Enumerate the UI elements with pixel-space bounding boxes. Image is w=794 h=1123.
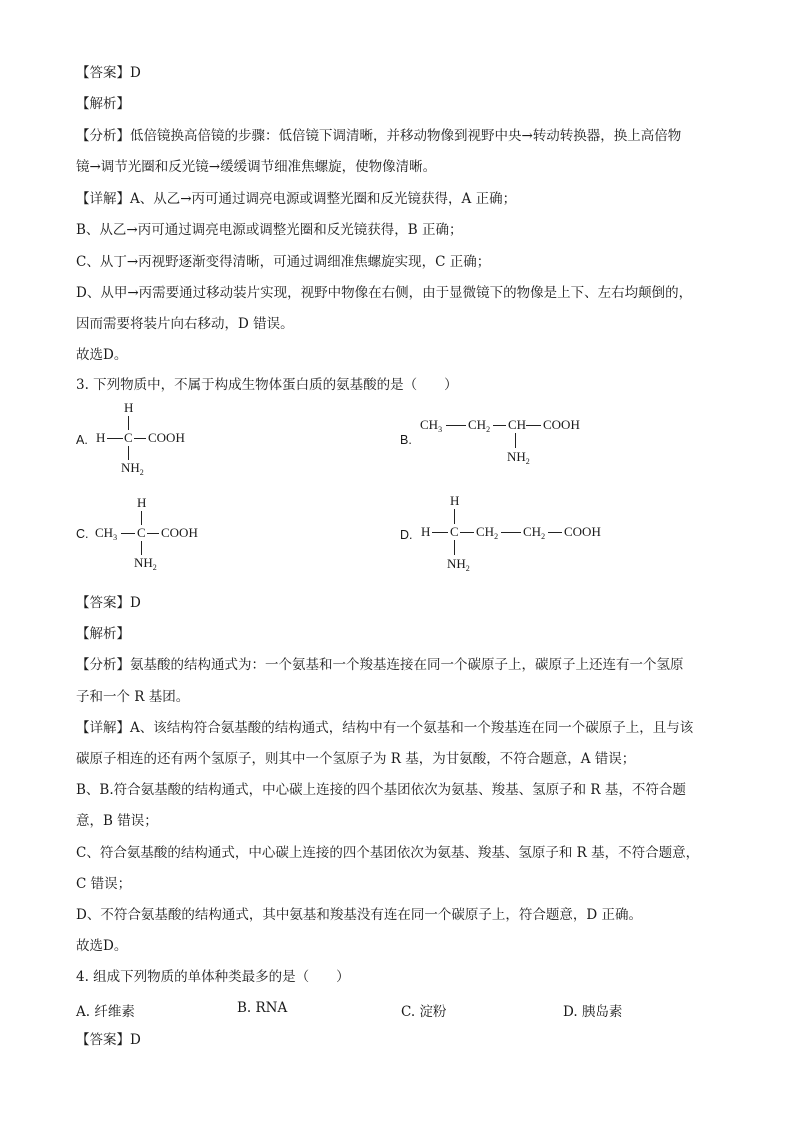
answer-3: 【答案】D [76, 1032, 141, 1048]
option-b-ch: CH [508, 417, 527, 432]
analysis-heading-1: 【解析】 [76, 96, 130, 112]
option-c-bond-right [147, 533, 159, 534]
xiangjie-2-a-line2: 碳原子相连的还有两个氢原子，则其中一个氢原子为 R 基，为甘氨酸，不符合题意，A 错误； [76, 751, 636, 767]
option-b-nh2: $NH_2$ [507, 449, 530, 466]
option-a-center-c: C [124, 430, 133, 445]
option-d-bond-1 [460, 532, 474, 533]
fenxi-2-line2: 子和一个 R 基团。 [76, 689, 190, 705]
option-a-bond-right [134, 438, 146, 439]
q4-choice-c: C. 淀粉 [401, 1004, 447, 1020]
option-d-left-h: H [421, 524, 431, 539]
option-d-bond-left [432, 532, 448, 533]
option-a-top-h: H [124, 400, 134, 415]
option-d-bond-3 [548, 532, 562, 533]
xiangjie-2-b-line1: B、B.符合氨基酸的结构通式，中心碳上连接的四个基团依次为氨基、羧基、氢原子和 R 基，不符合题 [76, 782, 686, 798]
option-d-cooh: COOH [564, 524, 601, 539]
option-c-ch3: $CH_3$ [95, 525, 118, 542]
analysis-heading-2: 【解析】 [76, 626, 130, 642]
xiangjie-2-a-line1: 【详解】A、该结构符合氨基酸的结构通式，结构中有一个氨基和一个羧基连在同一个碳原子上，且与该 [76, 720, 694, 736]
option-c-bond-bottom [141, 541, 142, 555]
question-4-stem: 4. 组成下列物质的单体种类最多的是（ ） [76, 969, 350, 985]
xiangjie-1-d-line2: 因而需要将装片向右移动，D 错误。 [76, 316, 294, 332]
option-d-label: D. [400, 528, 413, 542]
option-d-nh2: $NH_2$ [447, 556, 470, 573]
option-b-bond-1 [446, 425, 466, 426]
xiangjie-2-c-line2: C 错误； [76, 876, 132, 892]
option-b-ch2: $CH_2$ [468, 417, 491, 434]
option-c-top-h: H [137, 495, 147, 510]
option-c-label: C. [76, 527, 89, 541]
xiangjie-2-c-line1: C、符合氨基酸的结构通式，中心碳上连接的四个基团依次为氨基、羧基、氢原子和 R 基，不符合题意， [76, 845, 700, 861]
option-d-center-c: C [450, 524, 459, 539]
option-d-ch2-a: $CH_2$ [476, 524, 499, 541]
option-c-nh2: $NH_2$ [134, 555, 157, 572]
question-3-stem: 3. 下列物质中，不属于构成生物体蛋白质的氨基酸的是（ ） [76, 377, 458, 393]
option-c-bond-left [121, 533, 135, 534]
xiangjie-1-b: B、从乙→丙可通过调亮电源或调整光圈和反光镜获得，B 正确； [76, 222, 463, 238]
conclusion-2: 故选D。 [76, 938, 128, 954]
option-a-label: A. [76, 433, 88, 447]
option-d-ch2-b: $CH_2$ [523, 524, 546, 541]
xiangjie-1-c: C、从丁→丙视野逐渐变得清晰，可通过调细准焦螺旋实现，C 正确； [76, 254, 491, 270]
option-d-bond-2 [501, 532, 521, 533]
option-c-bond-top [141, 511, 142, 525]
xiangjie-1-d-line1: D、从甲→丙需要通过移动装片实现，视野中物像在右侧，由于显微镜下的物像是上下、左右均颠倒的， [76, 285, 693, 301]
option-a-left-h: H [96, 430, 106, 445]
option-b-bond-2 [493, 425, 506, 426]
option-b-bond-down [515, 433, 516, 448]
xiangjie-2-b-line2: 意，B 错误； [76, 813, 158, 829]
fenxi-1-line1: 【分析】低倍镜换高倍镜的步骤：低倍镜下调清晰，并移动物像到视野中央→转动转换器，换上高倍物 [76, 128, 682, 144]
answer-2: 【答案】D [76, 595, 141, 611]
option-b-cooh: COOH [543, 417, 580, 432]
option-c-cooh: COOH [161, 525, 198, 540]
answer-1: 【答案】D [76, 65, 141, 81]
option-a-nh2: $NH_2$ [121, 460, 144, 477]
option-a-bond-left [107, 438, 123, 439]
conclusion-1: 故选D。 [76, 347, 128, 363]
option-b-label: B. [400, 433, 412, 447]
q4-choice-b: B. RNA [237, 1000, 288, 1016]
q4-choice-a: A. 纤维素 [76, 1004, 135, 1020]
option-d-bond-bottom [454, 540, 455, 555]
q4-choice-d: D. 胰岛素 [563, 1004, 623, 1020]
xiangjie-1-a: 【详解】A、从乙→丙可通过调亮电源或调整光圈和反光镜获得，A 正确； [76, 191, 517, 207]
option-d-top-h: H [450, 493, 460, 508]
xiangjie-2-d: D、不符合氨基酸的结构通式，其中氨基和羧基没有连在同一个碳原子上，符合题意，D 正确。 [76, 907, 642, 923]
option-c-center-c: C [137, 525, 146, 540]
option-b-ch3: $CH_3$ [420, 417, 443, 434]
option-a-bond-bottom [128, 446, 129, 460]
option-b-bond-3 [526, 425, 541, 426]
fenxi-1-line2: 镜→调节光圈和反光镜→缓缓调节细准焦螺旋，使物像清晰。 [76, 159, 437, 175]
option-a-cooh: COOH [148, 430, 185, 445]
option-d-bond-top [454, 509, 455, 524]
fenxi-2-line1: 【分析】氨基酸的结构通式为：一个氨基和一个羧基连接在同一个碳原子上，碳原子上还连有一个氢原 [76, 657, 684, 673]
option-a-bond-top [128, 416, 129, 430]
